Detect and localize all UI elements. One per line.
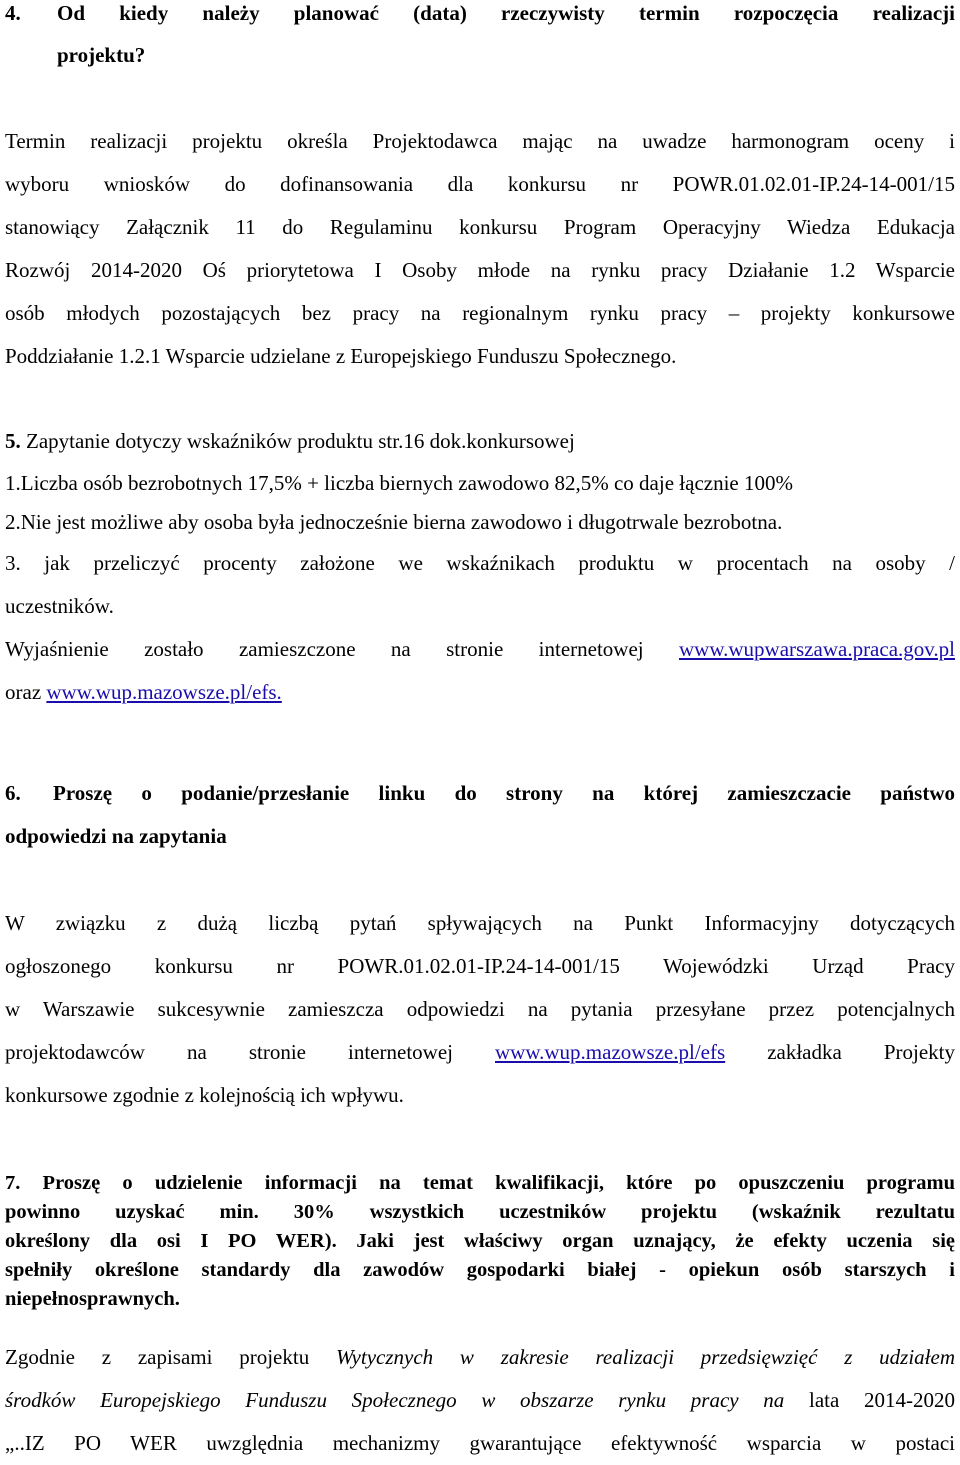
q7-heading-line: 7. Proszę o udzielenie informacji na temat kwalifikacji, które po opuszczeniu programu	[5, 1172, 955, 1194]
wup-mazowsze-efs-link[interactable]: www.wup.mazowsze.pl/efs.	[46, 680, 282, 704]
q7-answer-line-1	[5, 1336, 955, 1379]
q7-heading-line: powinno uzyskać min. 30% wszystkich uczestników projektu (wskaźnik rezultatu	[5, 1201, 955, 1223]
q5-item-3-line2: uczestników.	[5, 594, 114, 618]
q7-heading-line: określony dla osi I PO WER). Jaki jest właściwy organ uznający, że efekty uczenia się	[5, 1230, 955, 1252]
q6-answer-line: W związku z dużą liczbą pytań spływających na Punkt Informacyjny dotyczących	[5, 911, 955, 935]
q5-heading-text: Zapytanie dotyczy wskaźników produktu str.16 dok.konkursowej	[20, 429, 575, 453]
q4-answer-line: Rozwój 2014-2020 Oś priorytetowa I Osoby młode na rynku pracy Działanie 1.2 Wsparcie	[5, 258, 955, 282]
q7-heading-line: spełniły określone standardy dla zawodów gospodarki białej - opiekun osób starszych i	[5, 1259, 955, 1281]
q7-answer-line-2	[5, 1379, 955, 1422]
q5-item-3-line1: 3. jak przeliczyć procenty założone we wskaźnikach produktu w procentach na osoby /	[5, 551, 955, 575]
wup-mazowsze-efs-link-2[interactable]: www.wup.mazowsze.pl/efs	[495, 1040, 726, 1064]
q5-item-2: 2.Nie jest możliwe aby osoba była jednocześnie bierna zawodowo i długotrwale bezrobotna.	[5, 510, 783, 534]
q7-answer	[5, 1336, 955, 1465]
q5-explanation-line2	[5, 671, 955, 714]
q4-answer-line: Termin realizacji projektu określa Projektodawca mając na uwadze harmonogram oceny i	[5, 129, 955, 153]
q6-answer	[5, 902, 955, 1117]
q4-answer-line: stanowiący Załącznik 11 do Regulaminu konkursu Program Operacyjny Wiedza Edukacja	[5, 215, 955, 239]
q7-answer-prefix: Zgodnie z zapisami projektu	[5, 1345, 336, 1369]
q6-answer-line: w Warszawie sukcesywnie zamieszcza odpowiedzi na pytania przesyłane przez potencjalnych	[5, 997, 955, 1021]
q6-heading-line1	[5, 772, 955, 815]
q7-heading-line: niepełnosprawnych.	[5, 1288, 180, 1310]
q4-answer-line: wyboru wniosków do dofinansowania dla konkursu nr POWR.01.02.01-IP.24-14-001/15	[5, 172, 955, 196]
q6-heading-text: Proszę o podanie/przesłanie linku do strony na której zamieszczacie państwo	[53, 781, 955, 805]
q4-heading-text: Od kiedy należy planować (data) rzeczywisty termin rozpoczęcia realizacji	[57, 1, 955, 25]
section-4	[5, 0, 955, 76]
q6-answer-text: projektodawców na stronie internetowej	[5, 1040, 495, 1064]
q4-answer-line: osób młodych pozostających bez pracy na regionalnym rynku pracy – projekty konkursowe	[5, 301, 955, 325]
q7-answer-suffix: lata 2014-2020	[784, 1388, 955, 1412]
section-5	[5, 420, 955, 714]
q5-heading	[5, 420, 955, 463]
q4-answer	[5, 120, 955, 378]
q6-answer-line: konkursowe zgodnie z kolejnością ich wpływu.	[5, 1083, 404, 1107]
q5-explanation-line1	[5, 628, 955, 671]
q6-answer-line-4	[5, 1031, 955, 1074]
q7-answer-line-3: „..IZ PO WER uwzględnia mechanizmy gwarantujące efektywność wsparcia w postaci	[5, 1431, 955, 1455]
section-6	[5, 772, 955, 858]
q5-item-1: 1.Liczba osób bezrobotnych 17,5% + liczba biernych zawodowo 82,5% co daje łącznie 100%	[5, 471, 793, 495]
q4-heading-line2: projektu?	[57, 43, 146, 67]
q5-explanation-or: oraz	[5, 680, 47, 704]
q6-answer-line: ogłoszonego konkursu nr POWR.01.02.01-IP.24-14-001/15 Wojewódzki Urząd Pracy	[5, 954, 955, 978]
q4-answer-line: Poddziałanie 1.2.1 Wsparcie udzielane z Europejskiego Funduszu Społecznego.	[5, 344, 677, 368]
q4-heading-line1	[5, 0, 955, 34]
q5-explanation-text: Wyjaśnienie zostało zamieszczone na stronie internetowej	[5, 637, 679, 661]
q4-heading-number: 4.	[5, 1, 21, 25]
q7-answer-italic-2: środków Europejskiego Funduszu Społecznego w obszarze rynku pracy na	[5, 1388, 785, 1412]
q5-heading-number: 5.	[5, 429, 21, 453]
q6-heading-number: 6.	[5, 781, 21, 805]
wupwarszawa-link[interactable]: www.wupwarszawa.praca.gov.pl	[678, 637, 955, 661]
q6-answer-text-suffix: zakładka Projekty	[725, 1040, 956, 1064]
q6-heading-line2: odpowiedzi na zapytania	[5, 824, 227, 848]
section-7	[5, 1169, 955, 1314]
q7-answer-italic: Wytycznych w zakresie realizacji przedsięwzięć z udziałem	[335, 1345, 955, 1369]
